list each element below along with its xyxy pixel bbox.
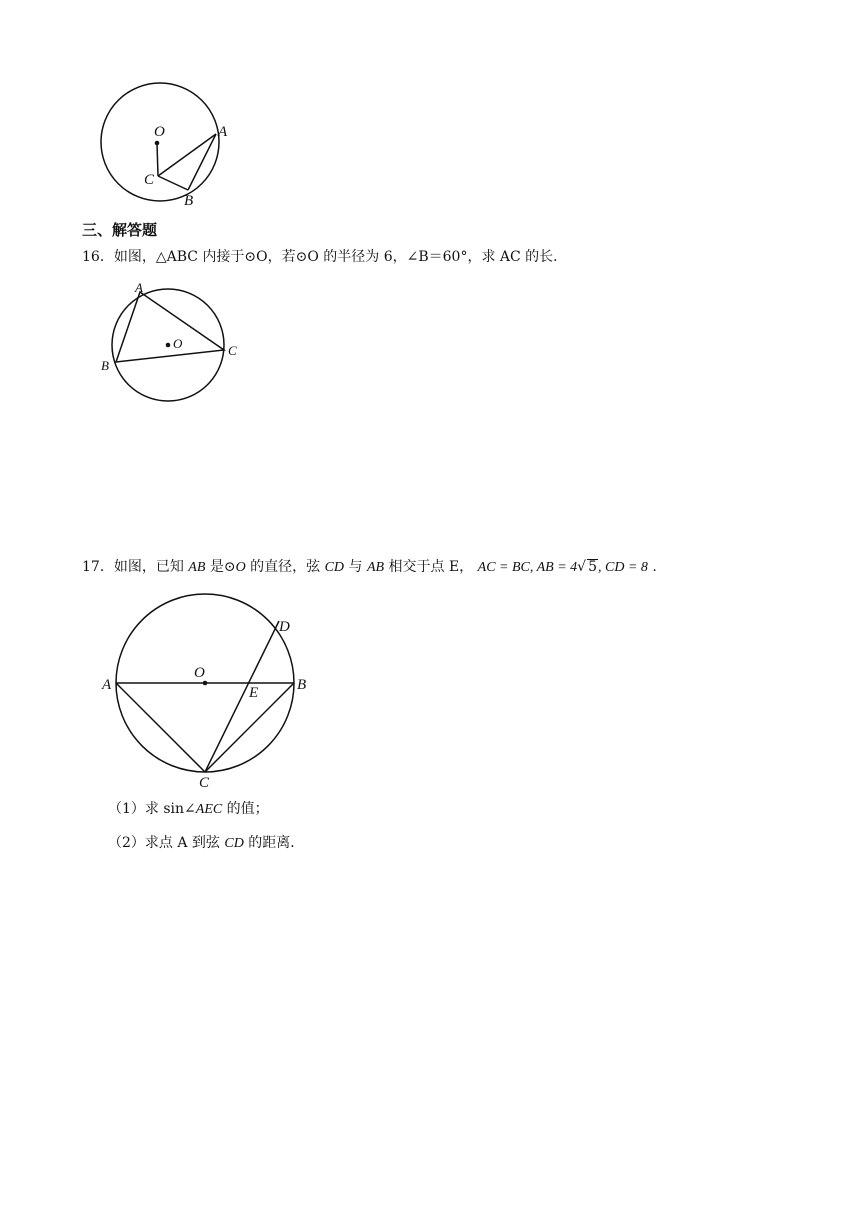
q17-t3: 与 (344, 559, 367, 575)
q17-part2-b: CD (224, 836, 244, 851)
q17-label-b: B (297, 677, 307, 693)
q17-ab-1: AB (188, 560, 206, 575)
q17-part1-a: （1）求 sin∠ (108, 801, 196, 817)
q17-part2-a: （2）求点 A 到弦 (108, 835, 225, 851)
q17-t1: 是⊙ (205, 559, 236, 575)
q17-part1-c: 的值； (222, 801, 269, 817)
q17-o-1: O (235, 560, 246, 575)
q17-prefix: 17．如图，已知 (82, 559, 189, 575)
q15-label-b: B (184, 193, 194, 209)
q17-formula-a: AC = BC, AB = 4 (477, 560, 578, 575)
q17-part1-b: AEC (195, 802, 223, 817)
q17-ab-2: AB (366, 560, 385, 575)
q17-label-c: C (199, 775, 210, 791)
q17-center-dot (203, 681, 208, 686)
q17-chord-cd (205, 621, 279, 772)
q16-label-a: A (135, 280, 143, 295)
q17-label-o: O (194, 665, 205, 681)
q17-t2: 的直径，弦 (245, 559, 325, 575)
q17-label-a: A (102, 677, 112, 693)
q17-part2 (108, 834, 304, 853)
q16-label-c: C (228, 343, 237, 358)
q17-part1 (108, 800, 269, 819)
q15-label-o: O (154, 124, 165, 140)
q17-label-e: E (249, 685, 259, 701)
q17-seg-ac (116, 683, 205, 772)
q17-formula-b: , CD = 8 (598, 560, 648, 575)
q17-formula-end: . (647, 559, 657, 575)
q17-t4: 相交于点 E， (384, 559, 474, 575)
q15-label-c: C (144, 172, 155, 188)
q17-sqrt-sign: √ (577, 559, 587, 575)
q17-part2-c: 的距离． (243, 835, 305, 851)
section-title: 三、解答题 (82, 221, 158, 239)
q17-formula-radicand: 5 (588, 559, 598, 575)
q17-cd-1: CD (324, 560, 345, 575)
q16-label-o: O (173, 336, 183, 351)
q15-label-a: A (218, 124, 228, 140)
q16-text: 16．如图，△ABC 内接于⊙O，若⊙O 的半径为 6，∠B＝60°，求 AC 的长． (82, 249, 568, 265)
q17-label-d: D (279, 619, 290, 635)
q16-label-b: B (101, 358, 109, 373)
